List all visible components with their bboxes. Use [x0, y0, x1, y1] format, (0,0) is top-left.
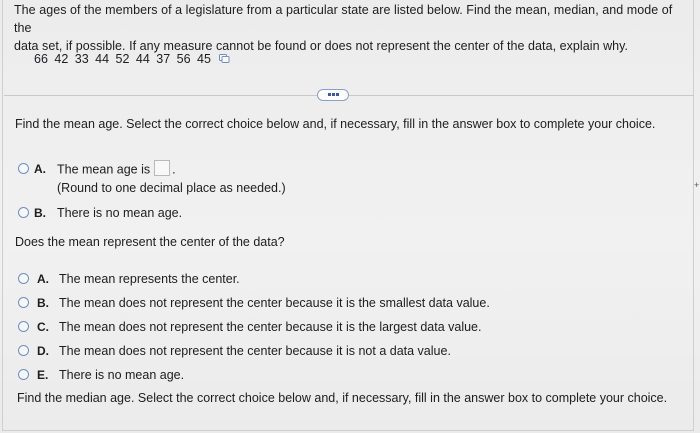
mean-answer-input[interactable] — [154, 160, 170, 176]
mean-option-a-period: . — [172, 162, 176, 177]
mean-option-a-letter: A. — [34, 162, 46, 176]
copy-data-icon[interactable] — [219, 54, 230, 63]
center-option-b[interactable]: The mean does not represent the center because it is the smallest data value. — [59, 296, 490, 310]
more-dots-icon[interactable] — [317, 89, 349, 101]
section-divider — [4, 95, 694, 96]
mean-option-a-note: (Round to one decimal place as needed.) — [57, 181, 286, 195]
problem-line-2: data set, if possible. If any measure cannot be found or does not represent the center of the data, explain why. — [14, 39, 629, 53]
radio-button-icon[interactable] — [18, 297, 29, 308]
center-option-e-letter: E. — [37, 368, 49, 382]
center-option-a[interactable]: The mean represents the center. — [59, 272, 240, 286]
radio-button-icon[interactable] — [18, 345, 29, 356]
radio-button-icon[interactable] — [18, 207, 29, 218]
mean-question-prompt: Find the mean age. Select the correct choice below and, if necessary, fill in the answer box to complete your choice. — [15, 117, 656, 131]
center-question-prompt: Does the mean represent the center of the data? — [15, 235, 285, 249]
mean-option-b-letter: B. — [34, 206, 46, 220]
mean-option-b[interactable]: There is no mean age. — [57, 206, 183, 220]
problem-line-1: The ages of the members of a legislature from a particular state are listed below. Find the mean, median, and mode of the — [14, 3, 673, 35]
center-option-a-letter: A. — [37, 272, 49, 286]
median-question-prompt: Find the median age. Select the correct choice below and, if necessary, fill in the answer box to complete your choice. — [17, 391, 668, 405]
mean-option-a[interactable] — [57, 162, 176, 178]
radio-button-icon[interactable] — [18, 273, 29, 284]
center-option-b-letter: B. — [37, 296, 49, 310]
radio-button-icon[interactable] — [18, 321, 29, 332]
radio-button-icon[interactable] — [18, 369, 29, 380]
plus-icon: + — [694, 180, 700, 190]
center-option-d[interactable]: The mean does not represent the center because it is not a data value. — [59, 344, 451, 358]
center-option-e[interactable]: There is no mean age. — [59, 368, 185, 382]
dataset-text: 66 42 33 44 52 44 37 56 45 — [34, 52, 211, 66]
mean-option-a-text: The mean age is — [57, 162, 151, 177]
center-option-d-letter: D. — [37, 344, 49, 358]
radio-button-icon[interactable] — [18, 163, 29, 174]
center-option-c[interactable]: The mean does not represent the center because it is the largest data value. — [59, 320, 482, 334]
center-option-c-letter: C. — [37, 320, 49, 334]
dataset-values — [34, 52, 230, 66]
problem-statement — [14, 1, 686, 55]
